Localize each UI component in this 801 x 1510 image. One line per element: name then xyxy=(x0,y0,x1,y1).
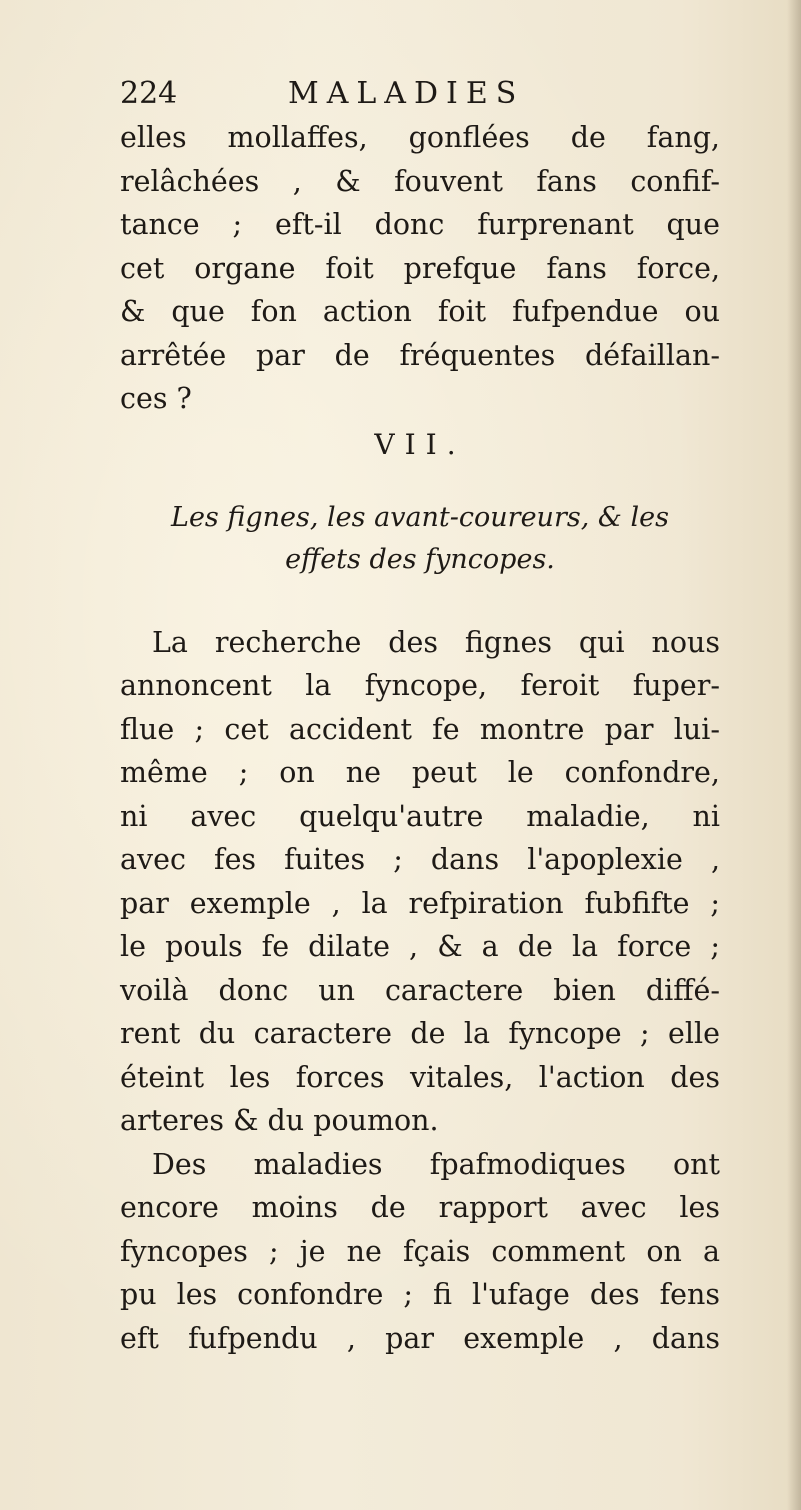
text-line: annoncent la fyncope, feroit fuper- xyxy=(120,669,720,702)
text-line: ni avec quelqu'autre maladie, ni xyxy=(120,799,720,833)
text-line: tance ; eft-il donc furprenant que xyxy=(120,208,720,241)
running-header xyxy=(120,72,720,116)
section-title-line: effets des fyncopes. xyxy=(285,543,555,575)
page-edge-shadow xyxy=(787,0,801,1510)
paragraph-2 xyxy=(120,1143,720,1361)
paragraph-1 xyxy=(120,621,720,1143)
text-line: & que fon action foit fufpendue ou xyxy=(120,295,720,328)
text-before-section xyxy=(120,116,720,421)
text-line: ces ? xyxy=(120,382,192,415)
page-number: 224 xyxy=(120,76,178,111)
text-line: relâchées , & fouvent fans confif- xyxy=(120,164,720,198)
text-line: avec fes fuites ; dans l'apoplexie , xyxy=(120,843,720,876)
text-line: arrêtée par de fréquentes défaillan- xyxy=(120,338,720,372)
text-line: éteint les forces vitales, l'action des xyxy=(120,1060,720,1094)
text-line: pu les confondre ; fi l'ufage des fens xyxy=(120,1278,720,1311)
section-number: VII. xyxy=(374,427,466,461)
running-title: MALADIES xyxy=(288,76,525,111)
text-line: cet organe foit prefque fans force, xyxy=(120,251,720,285)
text-line: par exemple , la refpiration fubfifte ; xyxy=(120,886,720,920)
text-block xyxy=(120,72,720,1360)
text-line: arteres & du poumon. xyxy=(120,1104,439,1137)
text-line: rent du caractere de la fyncope ; elle xyxy=(120,1017,720,1050)
section-title xyxy=(120,497,720,581)
text-line: même ; on ne peut le confondre, xyxy=(120,756,720,789)
text-line: encore moins de rapport avec les xyxy=(120,1191,720,1224)
text-line: le pouls fe dilate , & a de la force ; xyxy=(120,930,720,963)
text-line: eft fufpendu , par exemple , dans xyxy=(120,1321,720,1355)
text-line: voilà donc un caractere bien diffé- xyxy=(120,973,720,1007)
text-line: Des maladies fpafmodiques ont xyxy=(152,1147,720,1181)
section-title-line: Les fignes, les avant-coureurs, & les xyxy=(171,501,669,533)
text-line: flue ; cet accident fe montre par lui- xyxy=(120,712,720,746)
spacer xyxy=(120,581,720,621)
text-line: fyncopes ; je ne fçais comment on a xyxy=(120,1234,720,1268)
text-line: elles mollaffes, gonflées de fang, xyxy=(120,121,720,154)
text-line: La recherche des fignes qui nous xyxy=(152,625,720,659)
